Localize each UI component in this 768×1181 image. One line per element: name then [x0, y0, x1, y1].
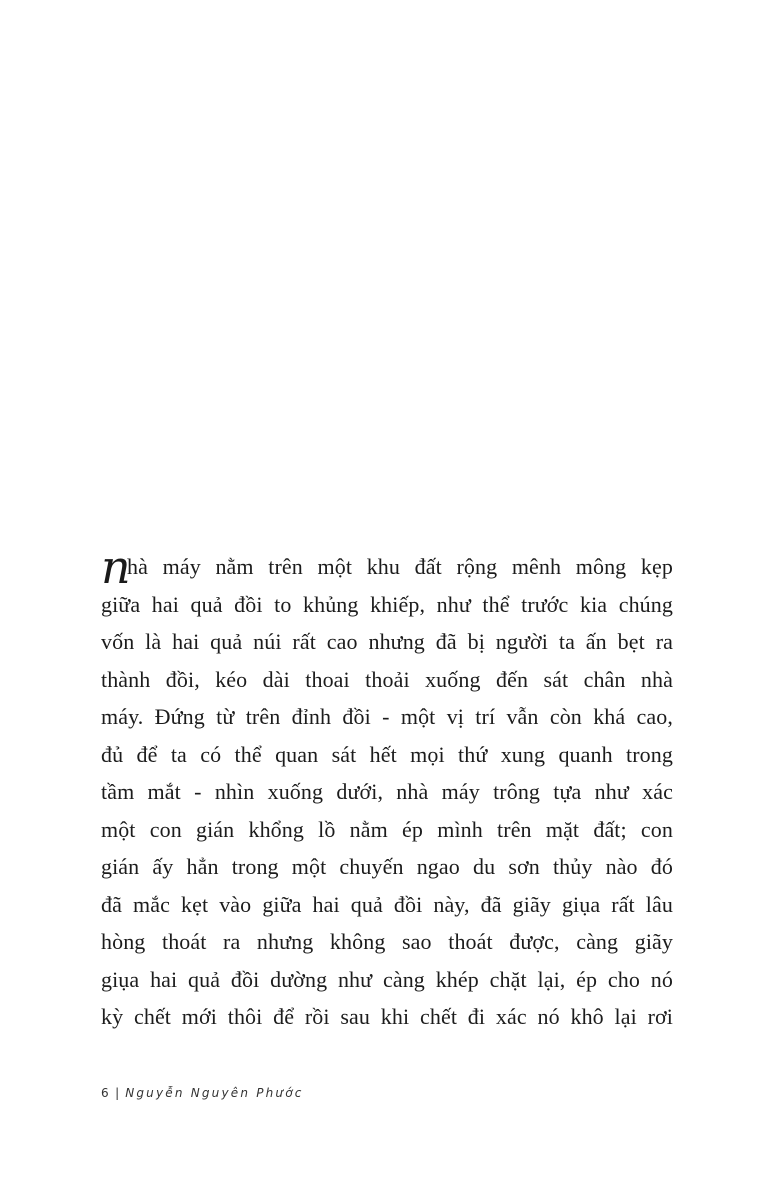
text-line-1 [101, 540, 673, 594]
footer-separator: | [115, 1086, 120, 1100]
page-number: 6 [101, 1086, 110, 1100]
text-line-13: kỳ chết mới thôi để rồi sau khi chết đi xác nó khô lại rơi [101, 1004, 673, 1029]
drop-cap: n [101, 540, 131, 594]
text-line-8: một con gián khổng lồ nằm ép mình trên mặt đất; con [101, 816, 673, 842]
author-name: Nguyễn Nguyên Phước [125, 1086, 304, 1100]
text-line-6: đủ để ta có thể quan sát hết mọi thứ xung quanh trong [101, 741, 673, 767]
text-line-9: gián ấy hẳn trong một chuyến ngao du sơn thủy nào đó [101, 854, 673, 879]
text-line-2: giữa hai quả đồi to khủng khiếp, như thể trước kia chúng [101, 591, 673, 617]
text-line-10: đã mắc kẹt vào giữa hai quả đồi này, đã giãy giụa rất lâu [101, 891, 673, 917]
text-line-1-content: hà máy nằm trên một khu đất rộng mênh mông kẹp [127, 554, 673, 579]
text-line-11: hòng thoát ra nhưng không sao thoát được, càng giãy [101, 929, 673, 954]
page-footer [101, 1086, 304, 1100]
body-text [101, 540, 673, 1036]
text-line-7: tầm mắt - nhìn xuống dưới, nhà máy trông tựa như xác [101, 779, 673, 804]
text-line-5: máy. Đứng từ trên đỉnh đồi - một vị trí vẫn còn khá cao, [101, 704, 673, 729]
text-line-4: thành đồi, kéo dài thoai thoải xuống đến sát chân nhà [101, 666, 673, 692]
text-line-12: giụa hai quả đồi dường như càng khép chặt lại, ép cho nó [101, 966, 673, 992]
text-line-3: vốn là hai quả núi rất cao nhưng đã bị người ta ấn bẹt ra [101, 629, 673, 654]
